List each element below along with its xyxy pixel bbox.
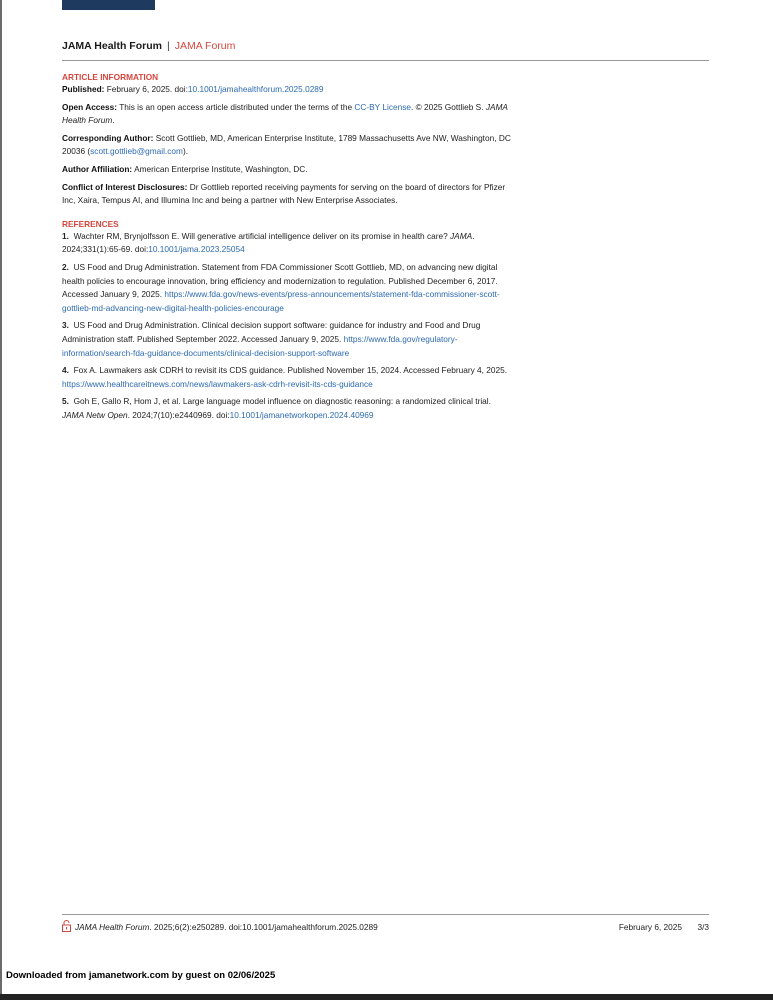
- reference-link[interactable]: https://www.fda.gov/regulatory-information/search-fda-guidance-documents/clinical-decision-support-software: [62, 333, 458, 358]
- open-access-journal: JAMA Health Forum: [62, 101, 508, 126]
- footer-citation: [75, 922, 378, 932]
- open-access-end: .: [112, 115, 115, 126]
- footer-rule: [62, 914, 709, 915]
- conflict-line: [62, 181, 512, 208]
- running-head: [62, 40, 235, 52]
- reference-journal: JAMA: [450, 230, 473, 241]
- reference-link[interactable]: 10.1001/jama.2023.25054: [148, 244, 245, 255]
- header-rule: [62, 60, 709, 61]
- published-text: February 6, 2025. doi:: [106, 84, 188, 94]
- author-affiliation-text: American Enterprise Institute, Washington, DC.: [134, 163, 308, 174]
- reference-item: 1. Wachter RM, Brynjolfsson E. Will generative artificial intelligence deliver on its promise in health care? JAMA. 2024;331(1):65-69. doi:10.1001/jama.2023.25054: [62, 230, 475, 255]
- article-information-heading: ARTICLE INFORMATION: [62, 72, 159, 82]
- reference-text: Wachter RM, Brynjolfsson E. Will generative artificial intelligence deliver on its promise in health care?: [73, 230, 448, 241]
- footer-citation-text: . 2025;6(2):e250289. doi:10.1001/jamahealthforum.2025.0289: [149, 922, 378, 932]
- conflict-label: Conflict of Interest Disclosures:: [62, 181, 188, 192]
- page-number: 3/3: [697, 922, 709, 932]
- footer-journal: JAMA Health Forum: [75, 922, 150, 932]
- page-footer: [62, 920, 709, 934]
- published-doi-link[interactable]: 10.1001/jamahealthforum.2025.0289: [187, 84, 324, 94]
- author-affiliation-label: Author Affiliation:: [62, 163, 133, 174]
- open-access-line: [62, 101, 512, 128]
- published-line: [62, 83, 512, 97]
- page-left-edge: [0, 0, 2, 1000]
- reference-item: 3. US Food and Drug Administration. Clinical decision support software: guidance for industry and Food and Drug Administration staff. Published September 2022. Accessed January 9, 2025. https://www.fda.gov/regulatory-information/search-fda-guidance-documents/clinical-decision-support-software: [62, 320, 481, 358]
- corresponding-author-label: Corresponding Author:: [62, 132, 154, 143]
- open-access-copyright: . © 2025 Gottlieb S.: [410, 101, 484, 112]
- header-color-bar: [62, 0, 155, 10]
- published-label: Published:: [62, 84, 105, 94]
- author-affiliation-line: [62, 163, 512, 177]
- reference-text: US Food and Drug Administration. Statement from FDA Commissioner Scott Gottlieb, MD, on advancing new digital health policies to encourage innovation, bring efficiency and modernization to regulation. Published December 6, 2017. Accessed January 9, 2025.: [62, 261, 498, 300]
- author-email-link[interactable]: scott.gottlieb@gmail.com: [90, 146, 183, 157]
- reference-item: 5. Goh E, Gallo R, Hom J, et al. Large language model influence on diagnostic reasoning: a randomized clinical trial. JAMA Netw Open. 2024;7(10):e2440969. doi:10.1001/jamanetworkopen.2024.40969: [62, 396, 491, 420]
- reference-link[interactable]: https://www.fda.gov/news-events/press-announcements/statement-fda-commissioner-scott-gottlieb-md-advancing-new-digital-health-policies-encourage: [62, 289, 500, 313]
- reference-number: 4: [62, 365, 67, 376]
- reference-item: 2. US Food and Drug Administration. Statement from FDA Commissioner Scott Gottlieb, MD, on advancing new digital health policies to encourage innovation, bring efficiency and modernization to regulation. Published December 6, 2017. Accessed January 9, 2025. https://www.fda.gov/news-events/press-announcements/statement-fda-commissioner-scott-gottlieb-md-advancing-new-digital-health-policies-encourage: [62, 261, 500, 313]
- reference-text: US Food and Drug Administration. Clinical decision support software: guidance for industry and Food and Drug Administration staff. Published September 2022. Accessed January 9, 2025.: [62, 320, 481, 344]
- reference-number: 3: [62, 320, 67, 331]
- open-access-text: This is an open access article distributed under the terms of the: [119, 101, 353, 112]
- conflict-text: Dr Gottlieb reported receiving payments for serving on the board of directors for Pfizer Inc, Xaira, Tempus AI, and Illumina Inc and being a partner with New Enterprise Associates.: [62, 181, 506, 206]
- download-notice: Downloaded from jamanetwork.com by guest on 02/06/2025: [6, 970, 276, 981]
- license-link[interactable]: CC-BY License: [354, 101, 411, 112]
- journal-name: JAMA Health Forum: [62, 40, 162, 52]
- reference-item: 4. Fox A. Lawmakers ask CDRH to revisit its CDS guidance. Published November 15, 2024. Accessed February 4, 2025. https://www.healthcareitnews.com/news/lawmakers-ask-cdrh-revisit-its-cds-guidance: [62, 365, 508, 389]
- section-name: JAMA Forum: [174, 40, 236, 52]
- reference-text-after: . 2024;331(1):65-69. doi:: [62, 230, 475, 255]
- open-access-label: Open Access:: [62, 101, 118, 112]
- open-lock-icon: [62, 920, 71, 934]
- reference-text-after: . 2024;7(10):e2440969. doi:: [127, 409, 230, 420]
- corresponding-author-end: ).: [182, 146, 189, 157]
- reference-text: Fox A. Lawmakers ask CDRH to revisit its CDS guidance. Published November 15, 2024. Accessed February 4, 2025.: [73, 365, 508, 376]
- reference-link[interactable]: 10.1001/jamanetworkopen.2024.40969: [229, 409, 374, 420]
- reference-number: 1: [62, 230, 67, 241]
- reference-journal: JAMA Netw Open: [62, 409, 128, 420]
- corresponding-author-line: [62, 132, 512, 159]
- corresponding-author-text: Scott Gottlieb, MD, American Enterprise Institute, 1789 Massachusetts Ave NW, Washington, DC 20036 (: [62, 132, 511, 157]
- reference-link[interactable]: https://www.healthcareitnews.com/news/lawmakers-ask-cdrh-revisit-its-cds-guidance: [62, 378, 373, 389]
- footer-date: February 6, 2025: [618, 922, 682, 932]
- references-heading: REFERENCES: [62, 218, 119, 229]
- reference-number: 5: [62, 396, 67, 407]
- reference-text: Goh E, Gallo R, Hom J, et al. Large language model influence on diagnostic reasoning: a randomized clinical trial.: [73, 396, 491, 407]
- running-head-separator: |: [166, 40, 170, 52]
- reference-number: 2: [62, 261, 67, 272]
- page-bottom-edge: [0, 994, 773, 1000]
- article-content: [62, 71, 512, 426]
